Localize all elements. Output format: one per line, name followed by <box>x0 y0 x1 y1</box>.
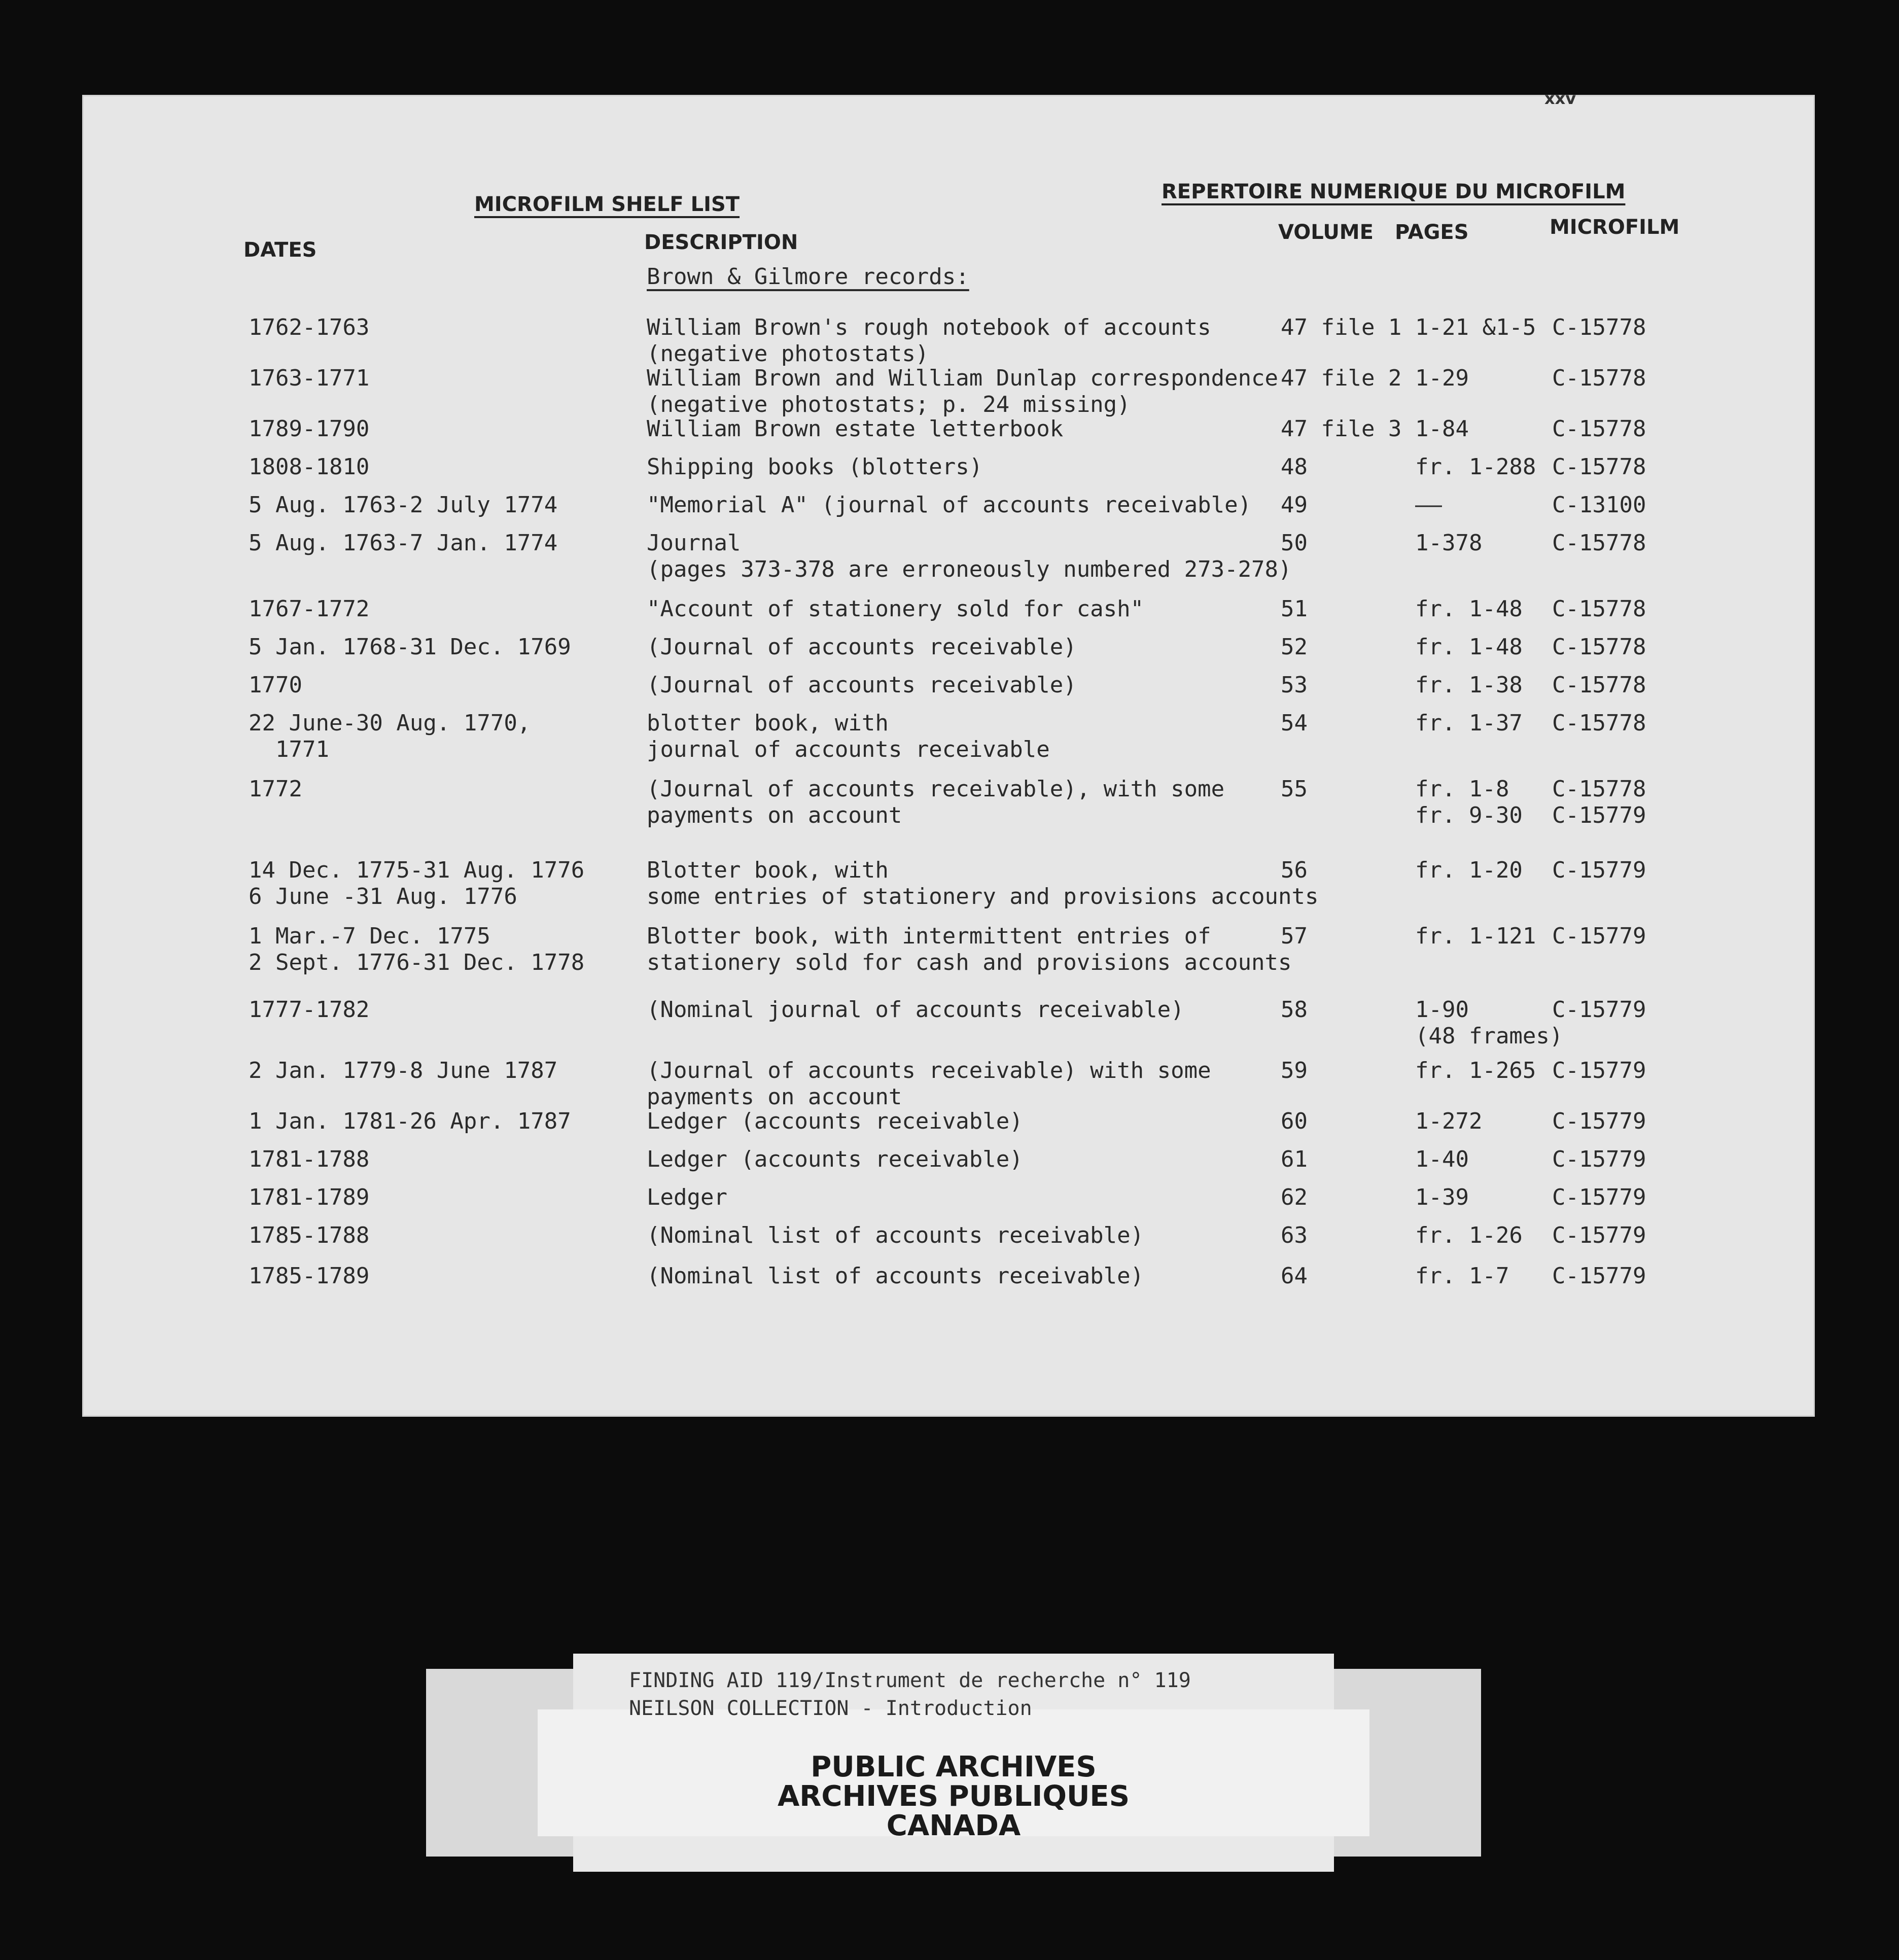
cell-microfilm: C-15779 <box>1552 923 1646 949</box>
cell-date: 1763-1771 <box>249 365 370 391</box>
cell-pages: fr. 1-26 <box>1415 1222 1523 1248</box>
cell-description: (Journal of accounts receivable) <box>647 634 1077 660</box>
cell-microfilm: C-15779 <box>1552 1108 1646 1134</box>
section-title: Brown & Gilmore records: <box>647 264 969 290</box>
cell-description: Blotter book, with intermittent entries of stationery sold for cash and provisions accounts <box>647 923 1292 975</box>
cell-microfilm: C-15779 <box>1552 1222 1646 1248</box>
cell-description: "Account of stationery sold for cash" <box>647 596 1144 622</box>
cell-microfilm: C-15778 <box>1552 416 1646 442</box>
cell-date: 1 Mar.-7 Dec. 1775 2 Sept. 1776-31 Dec. 1778 <box>249 923 585 975</box>
cell-pages: fr. 1-121 <box>1415 923 1536 949</box>
cell-pages: 1-40 <box>1415 1146 1469 1172</box>
cell-pages: 1-21 &1-5 <box>1415 314 1536 340</box>
cell-date: 5 Aug. 1763-2 July 1774 <box>249 492 558 518</box>
cell-pages: fr. 1-38 <box>1415 672 1523 698</box>
cell-volume: 57 <box>1281 923 1308 949</box>
cell-volume: 49 <box>1281 492 1308 518</box>
cell-pages: 1-39 <box>1415 1184 1469 1210</box>
cell-date: 1808-1810 <box>249 454 370 480</box>
cell-volume: 47 file 2 <box>1281 365 1402 391</box>
cell-pages: fr. 1-288 <box>1415 454 1536 480</box>
collection-line: NEILSON COLLECTION - Introduction <box>629 1697 1032 1720</box>
cell-pages: fr. 1-8 fr. 9-30 <box>1415 776 1523 828</box>
cell-description: blotter book, with journal of accounts receivable <box>647 710 1050 762</box>
cell-date: 5 Jan. 1768-31 Dec. 1769 <box>249 634 571 660</box>
cell-volume: 53 <box>1281 672 1308 698</box>
cell-pages: 1-378 <box>1415 530 1483 556</box>
cell-microfilm: C-15778 <box>1552 596 1646 622</box>
cell-microfilm: C-15779 <box>1552 1263 1646 1289</box>
title-shelf-list: MICROFILM SHELF LIST <box>474 193 740 216</box>
cell-volume: 61 <box>1281 1146 1308 1172</box>
header-microfilm: MICROFILM <box>1550 216 1680 239</box>
cell-microfilm: C-15778 C-15779 <box>1552 776 1646 828</box>
cell-pages: fr. 1-48 <box>1415 634 1523 660</box>
cell-pages: fr. 1-37 <box>1415 710 1523 736</box>
cell-volume: 52 <box>1281 634 1308 660</box>
cell-description: (Nominal journal of accounts receivable) <box>647 997 1184 1023</box>
header-pages: PAGES <box>1395 221 1469 244</box>
cell-date: 1781-1788 <box>249 1146 370 1172</box>
cell-description: William Brown and William Dunlap correspondence (negative photostats; p. 24 missing) <box>647 365 1279 417</box>
cell-date: 1785-1789 <box>249 1263 370 1289</box>
cell-microfilm: C-15778 <box>1552 710 1646 736</box>
cell-microfilm: C-15779 <box>1552 1146 1646 1172</box>
title-repertoire: REPERTOIRE NUMERIQUE DU MICROFILM <box>1162 180 1626 203</box>
finding-aid-line: FINDING AID 119/Instrument de recherche n° 119 <box>629 1669 1191 1692</box>
cell-microfilm: C-15779 <box>1552 1058 1646 1083</box>
cell-description: (Journal of accounts receivable) with some payments on account <box>647 1058 1211 1110</box>
cell-date: 1772 <box>249 776 302 802</box>
cell-description: Ledger <box>647 1184 727 1210</box>
cell-date: 1770 <box>249 672 302 698</box>
cell-volume: 47 file 3 <box>1281 416 1402 442</box>
cell-volume: 50 <box>1281 530 1308 556</box>
cell-volume: 60 <box>1281 1108 1308 1134</box>
cell-date: 1777-1782 <box>249 997 370 1023</box>
cell-date: 22 June-30 Aug. 1770, 1771 <box>249 710 531 762</box>
cell-description: Blotter book, with some entries of stationery and provisions accounts <box>647 857 1319 909</box>
cell-microfilm: C-15778 <box>1552 634 1646 660</box>
cell-pages: 1-90 (48 frames) <box>1415 997 1563 1049</box>
cell-microfilm: C-15778 <box>1552 365 1646 391</box>
cell-pages: fr. 1-48 <box>1415 596 1523 622</box>
cell-volume: 56 <box>1281 857 1308 883</box>
archives-line-3: CANADA <box>886 1809 1021 1842</box>
cell-date: 5 Aug. 1763-7 Jan. 1774 <box>249 530 558 556</box>
cell-volume: 64 <box>1281 1263 1308 1289</box>
cell-date: 1767-1772 <box>249 596 370 622</box>
archives-line-2: ARCHIVES PUBLIQUES <box>777 1780 1130 1813</box>
cell-description: Journal (pages 373-378 are erroneously numbered 273-278) <box>647 530 1292 582</box>
cell-microfilm: C-15778 <box>1552 530 1646 556</box>
cell-volume: 58 <box>1281 997 1308 1023</box>
cell-volume: 47 file 1 <box>1281 314 1402 340</box>
cell-volume: 62 <box>1281 1184 1308 1210</box>
cell-date: 1789-1790 <box>249 416 370 442</box>
cell-description: (Nominal list of accounts receivable) <box>647 1263 1144 1289</box>
cell-date: 1 Jan. 1781-26 Apr. 1787 <box>249 1108 571 1134</box>
cell-description: (Nominal list of accounts receivable) <box>647 1222 1144 1248</box>
cell-date: 1785-1788 <box>249 1222 370 1248</box>
header-description: DESCRIPTION <box>644 231 798 254</box>
header-dates: DATES <box>243 238 317 262</box>
cell-description: Ledger (accounts receivable) <box>647 1146 1023 1172</box>
header-volume: VOLUME <box>1278 221 1374 244</box>
cell-date: 1781-1789 <box>249 1184 370 1210</box>
cell-volume: 55 <box>1281 776 1308 802</box>
cell-pages: 1-29 <box>1415 365 1469 391</box>
cell-pages: 1-272 <box>1415 1108 1483 1134</box>
cell-pages: fr. 1-265 <box>1415 1058 1536 1083</box>
cell-volume: 48 <box>1281 454 1308 480</box>
cell-volume: 59 <box>1281 1058 1308 1083</box>
cell-microfilm: C-13100 <box>1552 492 1646 518</box>
cell-description: (Journal of accounts receivable), with some payments on account <box>647 776 1225 828</box>
cell-volume: 54 <box>1281 710 1308 736</box>
archives-line-1: PUBLIC ARCHIVES <box>811 1751 1097 1783</box>
cell-pages: fr. 1-7 <box>1415 1263 1509 1289</box>
cell-description: William Brown's rough notebook of accounts (negative photostats) <box>647 314 1211 367</box>
cell-pages: —— <box>1415 492 1442 518</box>
cell-microfilm: C-15778 <box>1552 314 1646 340</box>
cell-pages: fr. 1-20 <box>1415 857 1523 883</box>
cell-description: (Journal of accounts receivable) <box>647 672 1077 698</box>
cell-date: 2 Jan. 1779-8 June 1787 <box>249 1058 558 1083</box>
cell-description: Shipping books (blotters) <box>647 454 983 480</box>
cell-description: William Brown estate letterbook <box>647 416 1064 442</box>
cell-microfilm: C-15778 <box>1552 672 1646 698</box>
cell-date: 14 Dec. 1775-31 Aug. 1776 6 June -31 Aug. 1776 <box>249 857 585 909</box>
cell-microfilm: C-15779 <box>1552 1184 1646 1210</box>
cell-volume: 51 <box>1281 596 1308 622</box>
cell-description: "Memorial A" (journal of accounts receivable) <box>647 492 1252 518</box>
cell-microfilm: C-15778 <box>1552 454 1646 480</box>
cell-volume: 63 <box>1281 1222 1308 1248</box>
cell-description: Ledger (accounts receivable) <box>647 1108 1023 1134</box>
cell-microfilm: C-15779 <box>1552 997 1646 1023</box>
page-number: xxv <box>1544 89 1576 108</box>
cell-pages: 1-84 <box>1415 416 1469 442</box>
cell-microfilm: C-15779 <box>1552 857 1646 883</box>
cell-date: 1762-1763 <box>249 314 370 340</box>
